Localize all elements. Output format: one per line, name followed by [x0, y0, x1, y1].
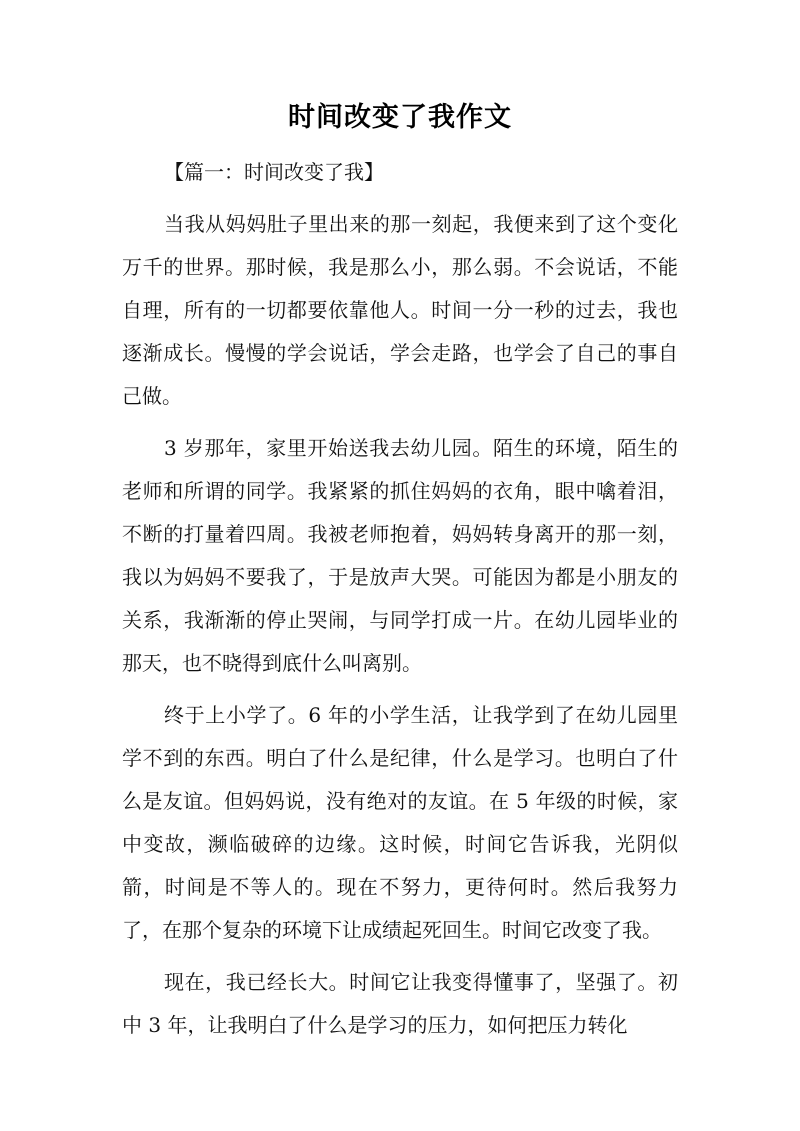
paragraph-4: 现在，我已经长大。时间它让我变得懂事了，坚强了。初中 3 年，让我明白了什么是学习的压力，如何把压力转化 [122, 970, 678, 1037]
paragraph-1: 当我从妈妈肚子里出来的那一刻起，我便来到了这个变化万千的世界。那时候，我是那么小，那么弱。不会说话，不能自理，所有的一切都要依靠他人。时间一分一秒的过去，我也逐渐成长。慢慢的学会说话，学会走路，也学会了自己的事自己做。 [122, 212, 678, 408]
paragraph-3: 终于上小学了。6 年的小学生活，让我学到了在幼儿园里学不到的东西。明白了什么是纪律，什么是学习。也明白了什么是友谊。但妈妈说，没有绝对的友谊。在 5 年级的时候，家中变故，濒临破碎的边缘。这时候，时间它告诉我，光阴似箭，时间是不等人的。现在不努力，更待何时。然后我努力了，在那个复杂的环境下让成绩起死回生。时间它改变了我。 [122, 703, 678, 942]
paragraph-2: 3 岁那年，家里开始送我去幼儿园。陌生的环境，陌生的老师和所谓的同学。我紧紧的抓住妈妈的衣角，眼中噙着泪，不断的打量着四周。我被老师抱着，妈妈转身离开的那一刻，我以为妈妈不要我了，于是放声大哭。可能因为都是小朋友的关系，我渐渐的停止哭闹，与同学打成一片。在幼儿园毕业的那天，也不晓得到底什么叫离别。 [122, 436, 678, 675]
document-body [122, 151, 678, 1056]
section-heading: 【篇一：时间改变了我】 [164, 160, 384, 184]
document-title: 时间改变了我作文 [288, 102, 512, 133]
